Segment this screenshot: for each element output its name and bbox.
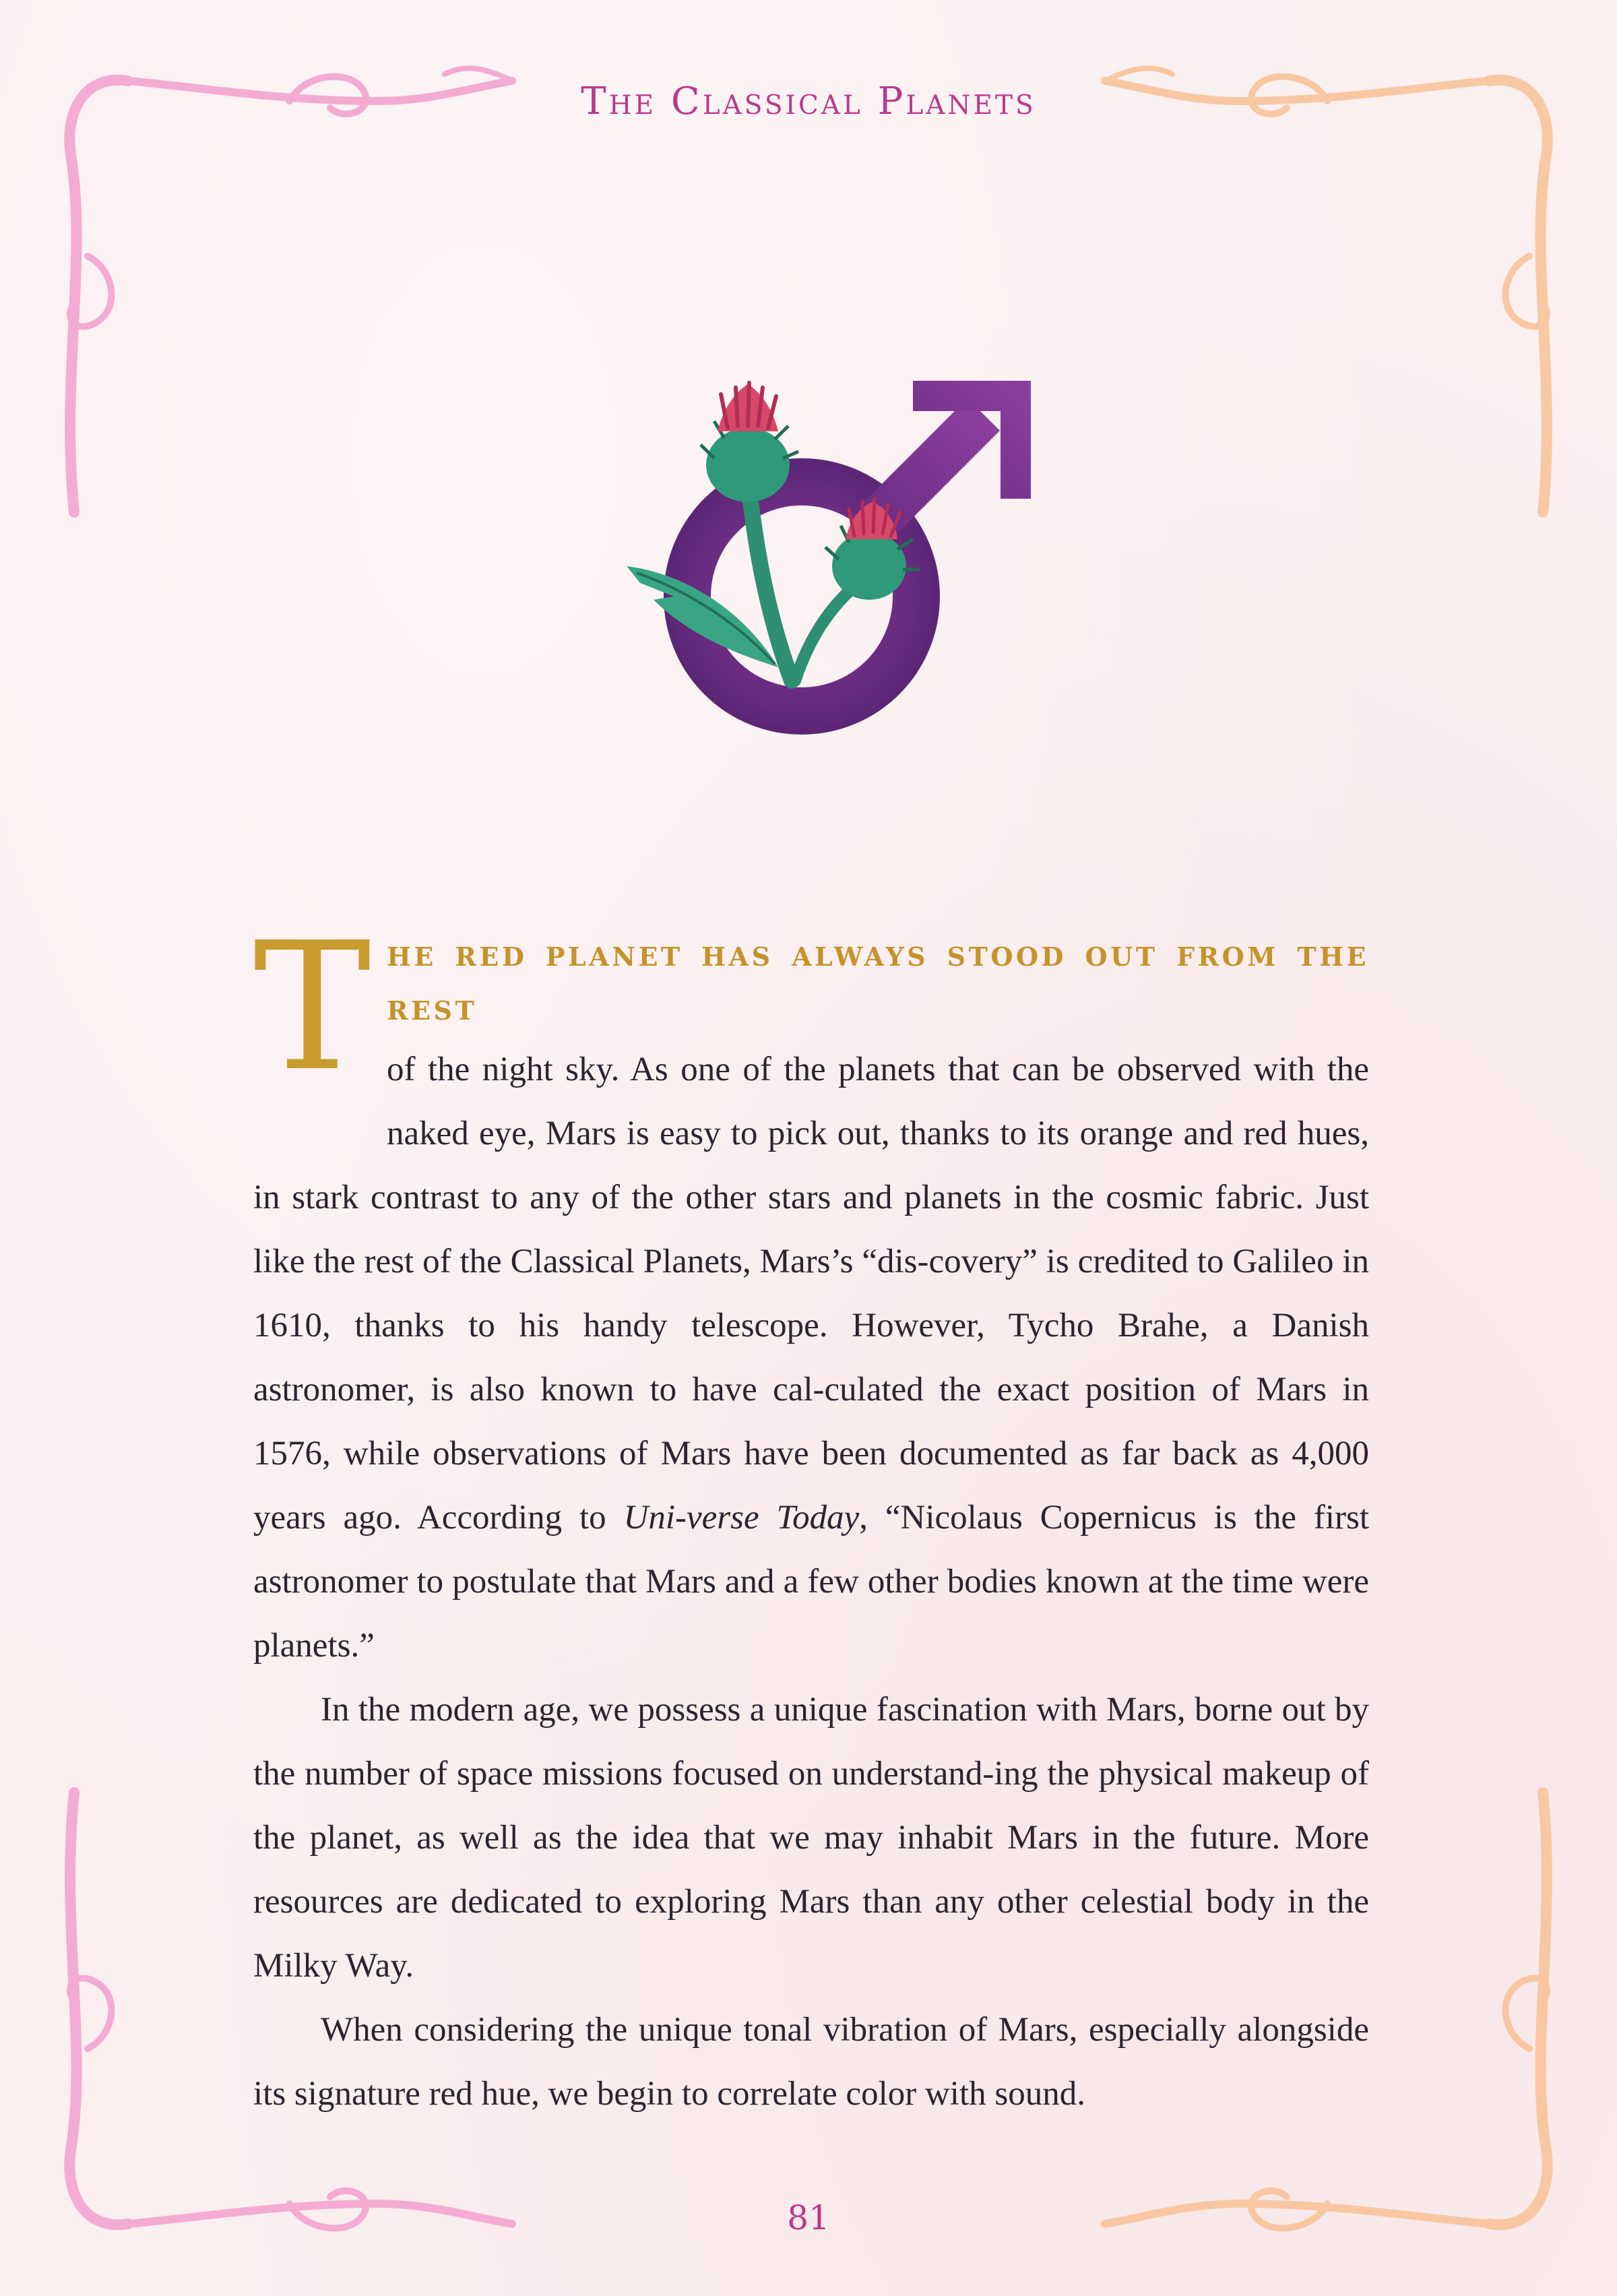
paragraph-2: In the modern age, we possess a unique fascination with Mars, borne out by the number of space missions focused on understand-ing the physical makeup of the planet, as well as the idea that we may inhabit Mars in the future. More resources are dedicated to exploring Mars than any other celestial body in the Milky Way.	[253, 1691, 1369, 1985]
body-text	[253, 904, 1369, 2126]
paragraph-3: When considering the unique tonal vibration of Mars, especially alongside its signature red hue, we begin to correlate color with sound.	[253, 2011, 1369, 2113]
corner-ornament-top-right	[1105, 68, 1548, 512]
paragraph-1-text-b: , “Nicolaus Copernicus is the first astronomer to postulate that Mars and a few other bodies known at the time were planets.”	[253, 1499, 1369, 1665]
drop-cap: T	[253, 904, 371, 1110]
mars-symbol-with-thistle-icon	[606, 364, 1051, 755]
paragraph-1-text-a: of the night sky. As one of the planets that can be observed with the naked eye, Mars is easy to pick out, thanks to its orange and red hues, in stark contrast to any of the other stars and planets in the cosmic fabric. Just like the rest of the Classical Planets, Mars’s “dis-covery” is credited to Galileo in 1610, thanks to his handy telescope. However, Tycho Brahe, a Danish astronomer, is also known to have cal-culated the exact position of Mars in 1576, while observations of Mars have been documented as far back as 4,000 years ago. According to	[253, 1051, 1369, 1537]
paragraph-1	[253, 904, 1369, 1678]
running-head: The Classical Planets	[581, 80, 1036, 123]
page-number: 81	[787, 2198, 830, 2237]
publication-title: Uni-verse Today	[623, 1499, 860, 1537]
corner-ornament-top-left	[69, 68, 512, 512]
lead-in-small-caps: HE RED PLANET HAS ALWAYS STOOD OUT FROM THE REST	[387, 941, 1369, 1026]
